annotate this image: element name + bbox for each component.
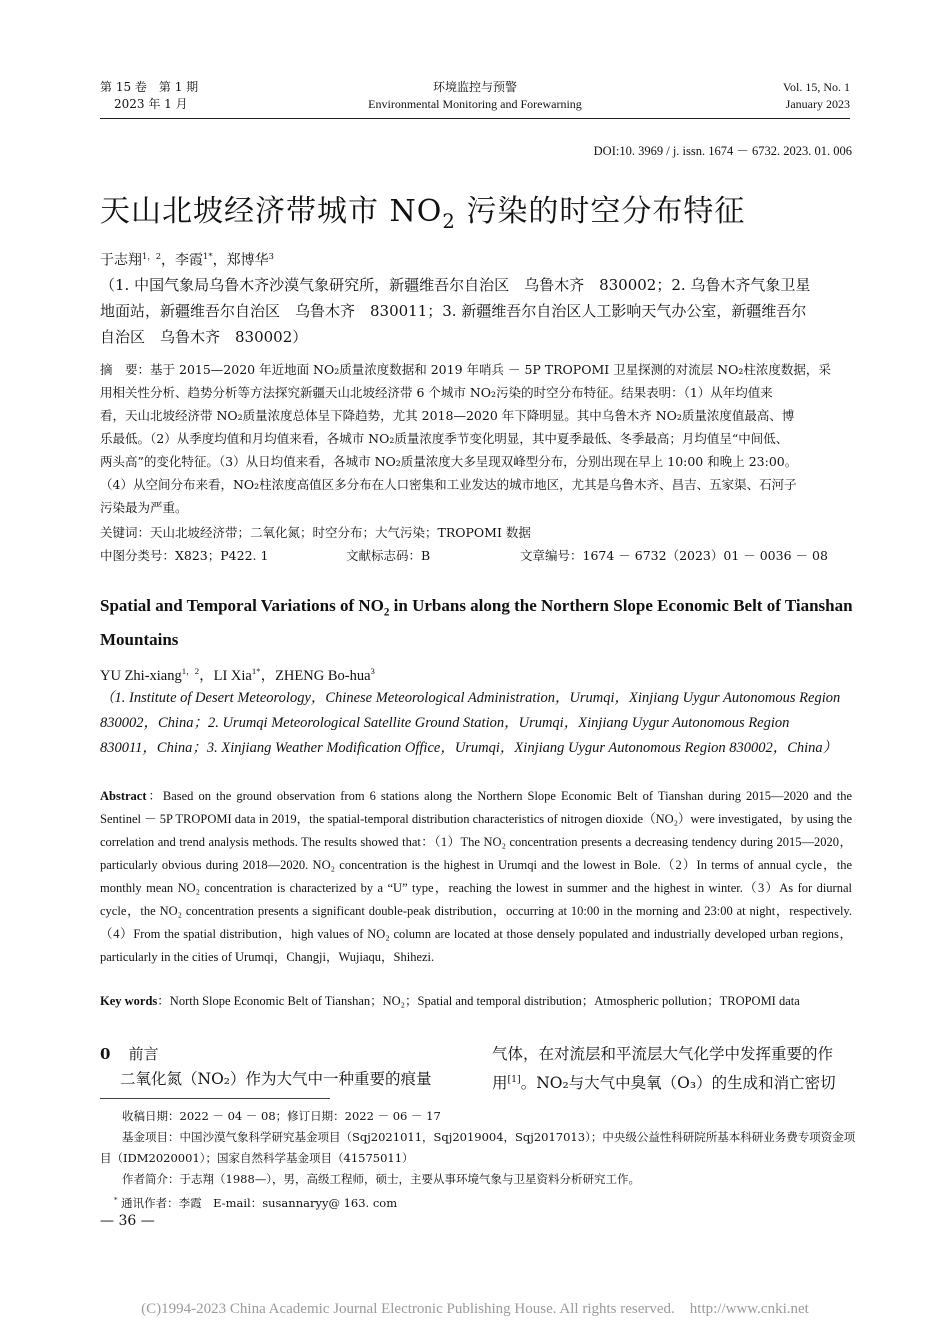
title-cn xyxy=(100,186,745,233)
author-cn-3: 郑博华 xyxy=(226,252,269,269)
affiliation-cn-line: 地面站，新疆维吾尔自治区 乌鲁木齐 830011；3. 新疆维吾尔自治区人工影响天气办公室，新疆维吾尔 xyxy=(100,302,807,320)
intro-left-text: 二氧化氮（NO₂）作为大气中一种重要的痕量 xyxy=(120,1070,432,1088)
abstract-cn-text: 基于 2015—2020 年近地面 NO₂质量浓度数据和 2019 年哨兵 － 5P TROPOMI 卫星探测的对流层 NO₂柱浓度数据，采 xyxy=(150,362,831,377)
abstract-cn-line: （4）从空间分布来看，NO₂柱浓度高值区多分布在人口密集和工业发达的城市地区，尤其是乌鲁木齐、昌吉、五家渠、石河子 xyxy=(100,477,797,492)
abstract-cn-line: 用相关性分析、趋势分析等方法探究新疆天山北坡经济带 6 个城市 NO₂污染的时空分布特征。结果表明：（1）从年均值来 xyxy=(100,385,773,400)
title-cn-sub: 2 xyxy=(442,210,456,233)
author-en-2-affil: 1* xyxy=(251,666,261,676)
author-en-2: LI Xia xyxy=(213,667,252,684)
fund-info-cont: 目（IDM2020001）；国家自然科学基金项目（41575011） xyxy=(100,1151,414,1165)
corresponding-mark: * xyxy=(114,1196,118,1204)
corresponding-author xyxy=(100,1190,860,1214)
abstract-en xyxy=(100,785,852,969)
authors-cn: 于志翔$^{1,2}$，李霞$^{1*}$，郑博华$^3$ xyxy=(100,251,274,269)
doi: DOI:10. 3969 / j. issn. 1674 － 6732. 2023. 01. 006 xyxy=(593,144,852,158)
abstract-en-text: ：Based on the ground observation from 6 stations along the Northern Slope Economic Belt of Tianshan during 2015—2020 and the Sentinel － 5P TROPOMI data in 2019，the spatial-temporal distribution characteristics of nitrogen dioxide（NO₂）were investigated，by using the correlation and trend analysis methods. The results showed that：（1）The NO₂ concentration presents a decreasing tendency during 2015—2020，particularly obvious during 2018—2020. NO₂ concentration is the highest in Urumqi and the lowest in Bole.（2）In terms of annual cycle，the monthly mean NO₂ concentration is characterized by a “U” type，reaching the lowest in summer and the highest in winter.（3）As for diurnal cycle，the NO₂ concentration presents a significant double-peak distribution，occurring at 10:00 in the morning and 23:00 at night，respectively.（4）From the spatial distribution，high values of NO₂ column are located at those densely populated and industrially developed urban regions，particularly in the cities of Urumqi，Changji，Wujiaqu，Shihezi. xyxy=(100,789,852,964)
section-heading xyxy=(100,1042,466,1067)
abstract-cn-line xyxy=(100,358,860,381)
affiliation-en-line: 830011，China；3. Xinjiang Weather Modification Office，Urumqi，Xinjiang Uygur Autonomous Region 830002，China） xyxy=(100,740,838,756)
journal-name-en: Environmental Monitoring and Forewarning xyxy=(368,97,582,111)
keywords-cn-text: 天山北坡经济带；二氧化氮；时空分布；大气污染；TROPOMI 数据 xyxy=(150,525,531,540)
title-cn-pre: 天山北坡经济带城市 NO xyxy=(100,194,443,229)
footnotes xyxy=(100,1106,860,1214)
running-header-left xyxy=(100,79,300,113)
journal-name-cn: 环境监控与预警 xyxy=(432,80,517,94)
issue-date-en: January 2023 xyxy=(785,97,850,111)
title-en-pre: Spatial and Temporal Variations of NO xyxy=(100,596,384,615)
intro-right-text-2 xyxy=(492,1067,858,1096)
abstract-cn-line: 乐最低。（2）从季度均值和月均值来看，各城市 NO₂质量浓度季节变化明显，其中夏季最低、冬季最高；月均值呈“中间低、 xyxy=(100,431,789,446)
fund-info: 基金项目：中国沙漠气象科学研究基金项目（Sqj2021011，Sqj2019004，Sqj2017013）；中央级公益性科研院所基本科研业务费专项资金项 xyxy=(122,1130,856,1144)
abstract-cn-line: 污染最为严重。 xyxy=(100,500,188,515)
title-en-sub: 2 xyxy=(383,606,390,619)
abstract-cn-line: 两头高”的变化特征。（3）从日均值来看，各城市 NO₂质量浓度大多呈现双峰型分布，分别出现在早上 10:00 和晚上 23:00。 xyxy=(100,454,798,469)
header-rule xyxy=(100,118,850,119)
affiliation-cn xyxy=(100,272,860,350)
author-en-3: ZHENG Bo-hua xyxy=(275,667,371,684)
issue-date: 2023 年 1 月 xyxy=(114,97,188,111)
intro-right-text-pre: 用 xyxy=(492,1074,508,1093)
author-cn-2-affil: 1* xyxy=(203,251,213,261)
keywords-en xyxy=(100,990,860,1013)
copyright-watermark: (C)1994-2023 China Academic Journal Electronic Publishing House. All rights reserved. http://www.cnki.net xyxy=(141,1301,809,1317)
volume-issue: 第 15 卷 第 1 期 xyxy=(100,80,199,94)
title-cn-post: 污染的时空分布特征 xyxy=(455,194,746,229)
title-en-post: in Urbans along the Northern Slope Economic Belt of Tianshan Mountains xyxy=(100,596,853,650)
page-number: — 36 — xyxy=(100,1213,155,1229)
keywords-en-text: ：North Slope Economic Belt of Tianshan；NO₂；Spatial and temporal distribution；Atmospheric pollution；TROPOMI data xyxy=(157,994,800,1008)
author-en-1-affil: 1，2 xyxy=(181,666,200,676)
author-cn-2: 李霞 xyxy=(175,252,204,269)
author-cn-1-affil: 1，2 xyxy=(142,251,162,261)
abstract-cn-line: 看，天山北坡经济带 NO₂质量浓度总体呈下降趋势，尤其 2018—2020 年下降明显。其中乌鲁木齐 NO₂质量浓度值最高、博 xyxy=(100,408,795,423)
author-cn-1: 于志翔 xyxy=(100,252,142,269)
running-header-right xyxy=(650,79,850,113)
intro-right-text: 气体，在对流层和平流层大气化学中发挥重要的作 xyxy=(492,1045,834,1063)
section-number: 0 xyxy=(100,1045,111,1063)
affiliation-cn-line: 自治区 乌鲁木齐 830002） xyxy=(100,328,308,346)
footnote-rule xyxy=(100,1098,330,1099)
received-date: 收稿日期：2022 － 04 － 08；修订日期：2022 － 06 － 17 xyxy=(122,1109,441,1123)
clc-number: 中图分类号：X823；P422. 1 xyxy=(100,548,269,563)
affiliation-en xyxy=(100,686,852,761)
running-header-center xyxy=(300,79,650,113)
article-number: 文章编号：1674 － 6732（2023）01 － 0036 － 08 xyxy=(520,548,828,563)
affiliation-en-line: （1. Institute of Desert Meteorology，Chinese Meteorological Administration，Urumqi，Xinjiang Uygur Autonomous Region xyxy=(100,690,841,706)
volume-issue-en: Vol. 15, No. 1 xyxy=(782,80,850,94)
author-en-1: YU Zhi-xiang xyxy=(100,667,182,684)
corresponding-text: 通讯作者：李霞 E-mail：susannaryy@ 163. com xyxy=(121,1195,398,1210)
document-code: 文献标志码：B xyxy=(346,548,431,563)
abstract-cn xyxy=(100,358,860,519)
author-en-3-affil: 3 xyxy=(370,666,375,676)
affiliation-cn-line: （1. 中国气象局乌鲁木齐沙漠气象研究所，新疆维吾尔自治区 乌鲁木齐 830002；2. 乌鲁木齐气象卫星 xyxy=(100,276,811,294)
abstract-cn-label: 摘 要： xyxy=(100,362,151,377)
abstract-en-label: Abstract xyxy=(100,789,147,803)
authors-en: YU Zhi-xiang$^{1,2}$，LI Xia$^{1*}$，ZHENG Bo-hua$^3$ xyxy=(100,666,375,684)
keywords-en-label: Key words xyxy=(100,994,158,1008)
author-cn-3-affil: 3 xyxy=(268,251,274,261)
author-bio: 作者简介：于志翔（1988—），男，高级工程师，硕士，主要从事环境气象与卫星资料分析研究工作。 xyxy=(122,1172,641,1186)
keywords-cn-label: 关键词： xyxy=(100,525,151,540)
keywords-cn xyxy=(100,521,860,544)
citation-ref[interactable]: [1] xyxy=(507,1074,521,1085)
affiliation-en-line: 830002，China；2. Urumqi Meteorological Satellite Ground Station，Urumqi，Xinjiang Uygur Autonomous Region xyxy=(100,715,790,731)
intro-right-text-post: 。NO₂与大气中臭氧（O₃）的生成和消亡密切 xyxy=(520,1074,836,1093)
intro-left-column xyxy=(100,1042,466,1092)
intro-right-column xyxy=(492,1042,858,1096)
section-title: 前言 xyxy=(128,1045,159,1063)
title-en xyxy=(100,592,856,654)
